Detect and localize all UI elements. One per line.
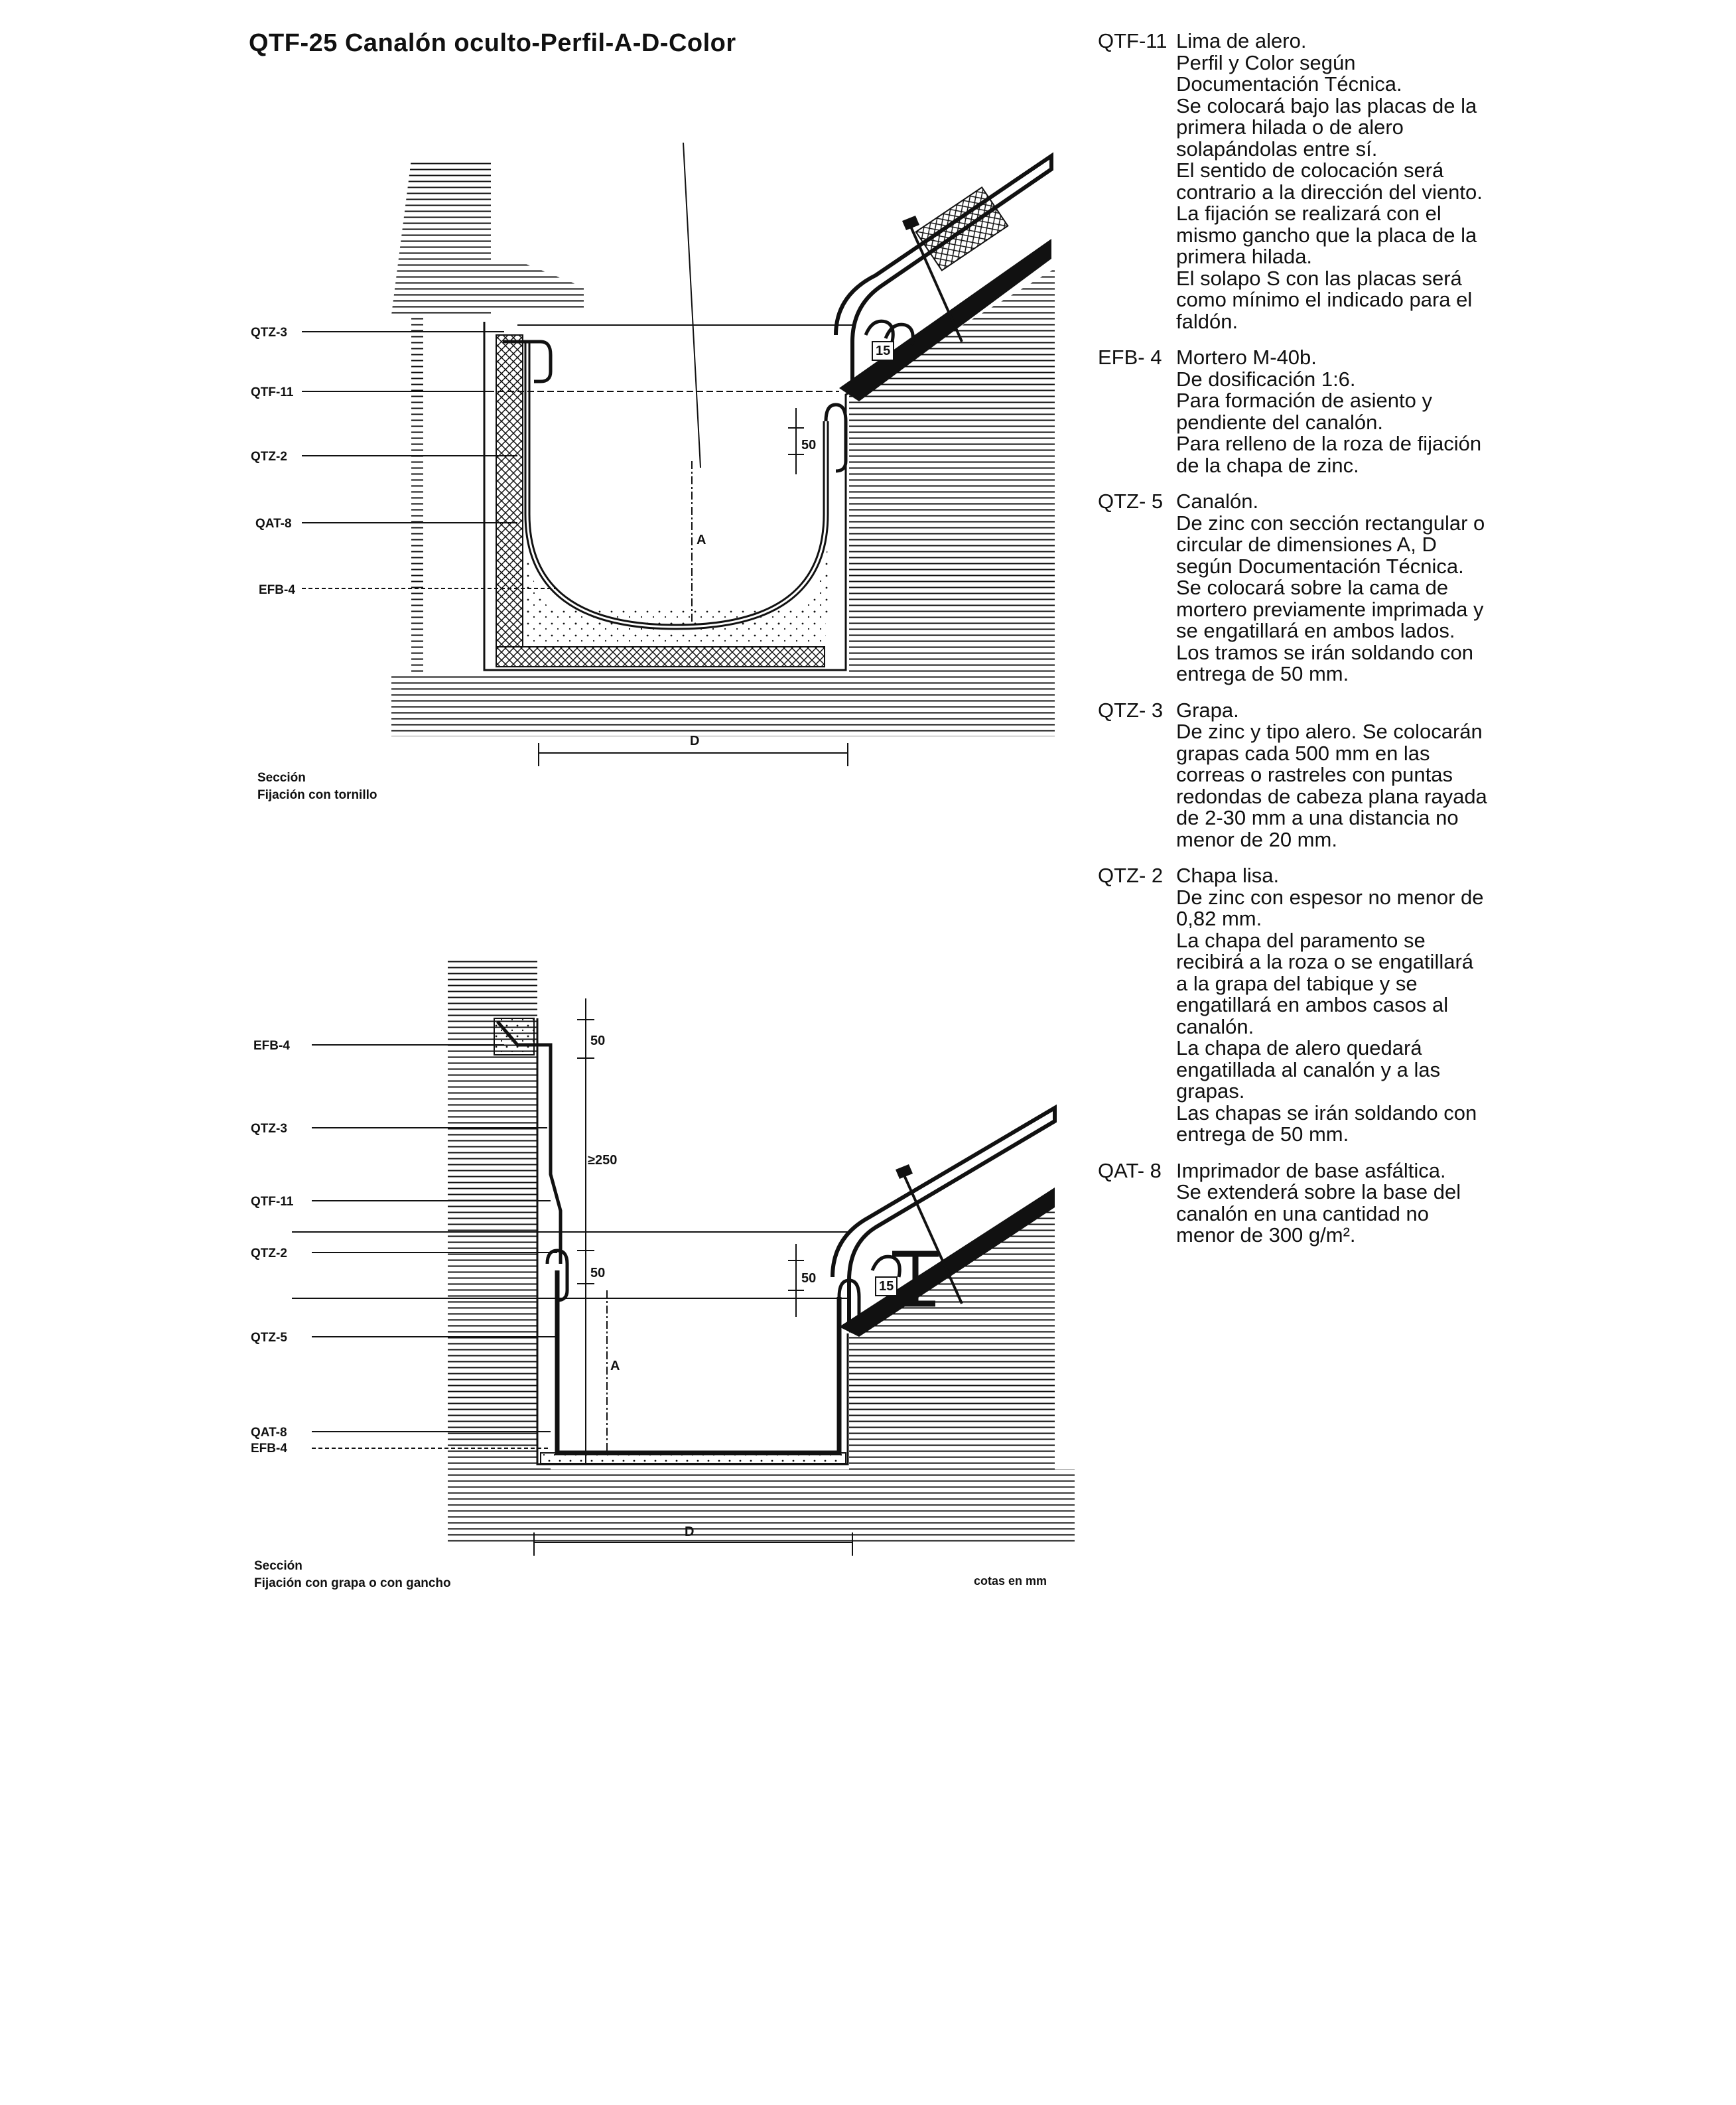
dim-overlap-bottom: 15 [879,1279,894,1294]
spec-title: Chapa lisa. [1176,864,1280,887]
dim-lap: 50 [801,438,817,452]
callout-b6: QAT-8 [251,1426,287,1440]
callout-2: QTF-11 [251,385,294,399]
spec-line: Perfil y Color según Documentación Técnica. [1176,50,1402,96]
caption-bottom [254,1558,451,1592]
caption-top-line2: Fijación con tornillo [257,788,377,802]
section-drawing-clip-fixing [239,959,1075,1609]
spec-title: Imprimador de base asfáltica. [1176,1158,1446,1182]
dim-top: 50 [590,1034,606,1048]
spec-line: La chapa de alero quedará engatillada al canalón y a las grapas. [1176,1036,1441,1103]
units-note: cotas en mm [974,1574,1047,1588]
spec-code: QTF-11 [1098,29,1168,52]
spec-line: De zinc con sección rectangular o circular de dimensiones A, D según Documentación Técnica. [1176,511,1485,578]
spec-line: Se extenderá sobre la base del canalón en una cantidad no menor de 300 g/m². [1176,1180,1461,1247]
section-drawing-screw-fixing [239,143,1075,819]
spec-line: De dosificación 1:6. [1176,367,1356,391]
gutter-shape [527,342,826,627]
spec-code: QTZ- 5 [1098,490,1164,513]
spec-code: QTZ- 3 [1098,698,1164,722]
callout-4: QAT-8 [255,517,292,531]
spec-line: Para formación de asiento y pendiente del canalón. [1176,389,1432,434]
spec-item [1098,347,1489,476]
callout-b3: QTF-11 [251,1195,294,1209]
dim-width: D [690,734,700,748]
spec-item [1098,865,1489,1146]
spec-title: Canalón. [1176,490,1259,513]
callout-b2: QTZ-3 [251,1122,287,1136]
callout-b5: QTZ-5 [251,1331,287,1345]
callout-b4: QTZ-2 [251,1247,287,1260]
spec-line: La fijación se realizará con el mismo gancho que la placa de la primera hilada. [1176,202,1477,268]
spec-item [1098,700,1489,851]
callout-1: QTZ-3 [251,326,287,340]
spec-code: QTZ- 2 [1098,864,1164,887]
spec-line: La chapa del paramento se recibirá a la roza o se engatillará a la grapa del tabique y se engatillará en ambos casos al canalón. [1176,928,1474,1038]
dim-overlap: 15 [876,344,891,358]
spec-list [1098,31,1489,1261]
spec-line: Se colocará bajo las placas de la primera hilada o de alero solapándolas entre sí. [1176,94,1477,161]
spec-line: El solapo S con las placas será como mínimo el indicado para el faldón. [1176,266,1473,333]
dim-height-bottom: A [610,1359,620,1373]
dim-height-min: ≥250 [588,1153,618,1168]
spec-item [1098,1160,1489,1247]
callout-b1: EFB-4 [253,1039,290,1053]
caption-bottom-line2: Fijación con grapa o con gancho [254,1576,451,1590]
callout-3: QTZ-2 [251,450,287,464]
spec-line: Se colocará sobre la cama de mortero previamente imprimada y se engatillará en ambos lados. [1176,576,1484,642]
spec-title: Grapa. [1176,698,1239,722]
spec-item [1098,491,1489,685]
dim-height: A [697,533,706,547]
spec-line: El sentido de colocación será contrario a la dirección del viento. [1176,159,1483,204]
dim-lap-right: 50 [801,1271,817,1286]
caption-bottom-line1: Sección [254,1559,302,1573]
spec-line: Los tramos se irán soldando con entrega de 50 mm. [1176,640,1474,685]
spec-line: De zinc y tipo alero. Se colocarán grapas cada 500 mm en las correas o rastreles con puntas redondas de cabeza plana rayada de 2-30 mm a una distancia no menor de 20 mm. [1176,720,1487,851]
spec-title: Mortero M-40b. [1176,346,1317,369]
slab-hatch [391,673,1055,736]
spec-line: Las chapas se irán soldando con entrega de 50 mm. [1176,1101,1477,1146]
spec-code: EFB- 4 [1098,346,1162,369]
insulation-base [496,647,825,667]
wall-hatch [391,159,584,315]
dim-width-bottom: D [685,1525,695,1539]
callout-b7: EFB-4 [251,1442,287,1456]
spec-code: QAT- 8 [1098,1158,1162,1182]
spec-item [1098,31,1489,332]
page-title: QTF-25 Canalón oculto-Perfil-A-D-Color [249,29,736,57]
callout-5: EFB-4 [259,583,295,597]
caption-top-line1: Sección [257,771,306,785]
wall-hatch [411,315,423,673]
caption-top [257,770,377,804]
spec-line: Para relleno de la roza de fijación de la chapa de zinc. [1176,432,1482,477]
slab-hatch [448,1469,1075,1542]
spec-line: De zinc con espesor no menor de 0,82 mm. [1176,885,1484,930]
insulation-strip [496,335,523,647]
spec-title: Lima de alero. [1176,29,1307,52]
dim-lap-left: 50 [590,1266,606,1280]
